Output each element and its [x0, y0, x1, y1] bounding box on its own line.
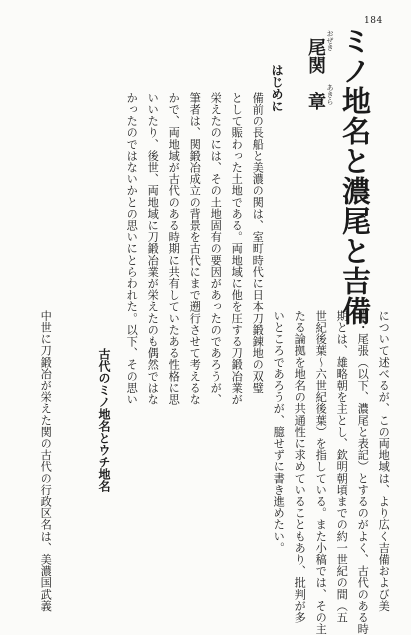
- author-surname: 尾関: [305, 38, 326, 74]
- body-column: として賑わった土地である。両地域に他を圧する刀鍛冶業が: [230, 92, 244, 406]
- intro-heading: はじめに: [270, 64, 284, 112]
- author-given-ruby: あきら: [326, 84, 334, 105]
- body-column: いいたり、後世、両地域に刀鍛冶業が栄えたのも偶然ではな: [146, 92, 160, 406]
- article-title: ミノ地名と濃尾と吉備: [338, 26, 372, 326]
- author-surname-ruby: おぜき: [326, 30, 334, 51]
- body-column: たる論拠を地名の共通性に求めていることもあり、批判が多: [293, 310, 307, 624]
- author-given-name: 章: [305, 92, 326, 110]
- body-column: いところであろうが、臆せずに書き進めたい。: [272, 310, 286, 554]
- page-number: 184: [364, 16, 383, 26]
- body-column: 備前の長船と美濃の関は、室町時代に日本刀鍛錬地の双璧: [251, 92, 265, 394]
- author-name: [306, 38, 324, 110]
- body-column: 期とは、雄略朝を主とし、欽明朝頃までの約一世紀の間（五: [335, 310, 349, 624]
- body-column: 栄えたのには、その土地固有の要因があったのであろうが、: [209, 92, 223, 406]
- body-column: について述べるが、この両地域は、より広く吉備および美: [377, 310, 391, 612]
- body-column: 濃・尾張（以下、濃尾と表記）とするのがよく、古代のある時: [356, 310, 370, 635]
- section-heading: 古代のミノ地名とウチ地名: [97, 348, 111, 492]
- body-column: 中世に刀鍛冶が栄えた関の古代の行政区名は、美濃国武義: [39, 310, 53, 612]
- body-column: 世紀後葉～六世紀後葉）を指している。また小稿では、その主: [314, 310, 328, 635]
- body-column: かで、両地域が古代のある時期に共有していたある性格に思: [167, 92, 181, 406]
- body-column: かったのではないかとの思いにとらわれた。以下、その思い: [125, 92, 139, 406]
- body-column: 筆者は、関鍛冶成立の背景を古代にまで遡行させて考えるな: [188, 92, 202, 406]
